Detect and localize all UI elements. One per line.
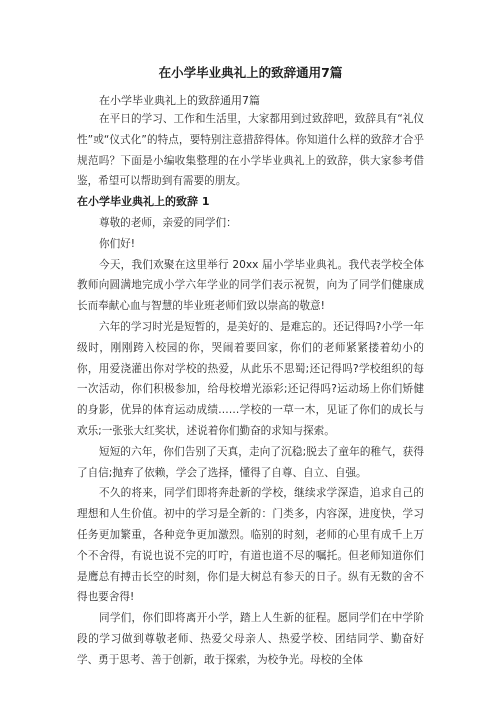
document-title: 在小学毕业典礼上的致辞通用7篇 xyxy=(158,65,343,80)
intro-paragraph: 在平日的学习、工作和生活里，大家都用到过致辞吧，致辞具有“礼仪性”或“仪式化”的特点，要特别注意措辞得体。你知道什么样的致辞才合乎规范吗？下面是小编收集整理的在小学毕业典礼上的致辞，供大家参考借鉴，希望可以帮助到有需要的朋友。 xyxy=(77,113,424,188)
greeting: 你们好! xyxy=(99,237,136,250)
body-paragraph: 短短的六年，你们告别了天真，走向了沉稳;脱去了童年的稚气，获得了自信;抛弃了依赖，学会了选择，懂得了自尊、自立、自强。 xyxy=(77,445,424,479)
document-subtitle: 在小学毕业典礼上的致辞通用7篇 xyxy=(99,94,260,107)
body-paragraph: 不久的将来，同学们即将奔赴新的学校，继续求学深造，追求自己的理想和人生价值。初中的学习是全新的：门类多，内容深，进度快，学习任务更加繁重，各种竞争更加激烈。临别的时刻，老师的心里有成千上万个不舍得，有说也说不完的叮咛，有道也道不尽的嘱托。但老师知道你们是鹰总有搏击长空的时刻，你们是大树总有参天的日子。纵有无数的舍不得也要舍得! xyxy=(77,487,424,604)
body-paragraph: 今天，我们欢聚在这里举行 20xx 届小学毕业典礼。我代表学校全体教师向圆满地完成小学六年学业的同学们表示祝贺，向为了同学们健康成长而奉献心血与智慧的毕业班老师们致以崇高的敬意! xyxy=(77,258,424,313)
body-paragraph: 同学们，你们即将离开小学，踏上人生新的征程。愿同学们在中学阶段的学习做到尊敬老师、热爱父母亲人、热爱学校、团结同学、勤奋好学、勇于思考、善于创新，敢于探索，为校争光。母校的全体 xyxy=(77,612,424,666)
salutation: 尊敬的老师，亲爱的同学们： xyxy=(99,216,237,229)
body-paragraph: 六年的学习时光是短暂的，是美好的、是难忘的。还记得吗?小学一年级时，刚刚跨入校园的你，哭闹着要回家，你们的老师紧紧搂着幼小的你，用爱浇灌出你对学校的热爱，从此乐不思蜀;还记得吗?学校组织的每一次活动，你们积极参加，给母校增光添彩;还记得吗?运动场上你们矫健的身影，优异的体育运动成绩……学校的一草一木，见证了你们的成长与欢乐;一张张大红奖状，述说着你们勤奋的求知与探索。 xyxy=(77,320,424,437)
section-heading: 在小学毕业典礼上的致辞 1 xyxy=(77,195,210,209)
